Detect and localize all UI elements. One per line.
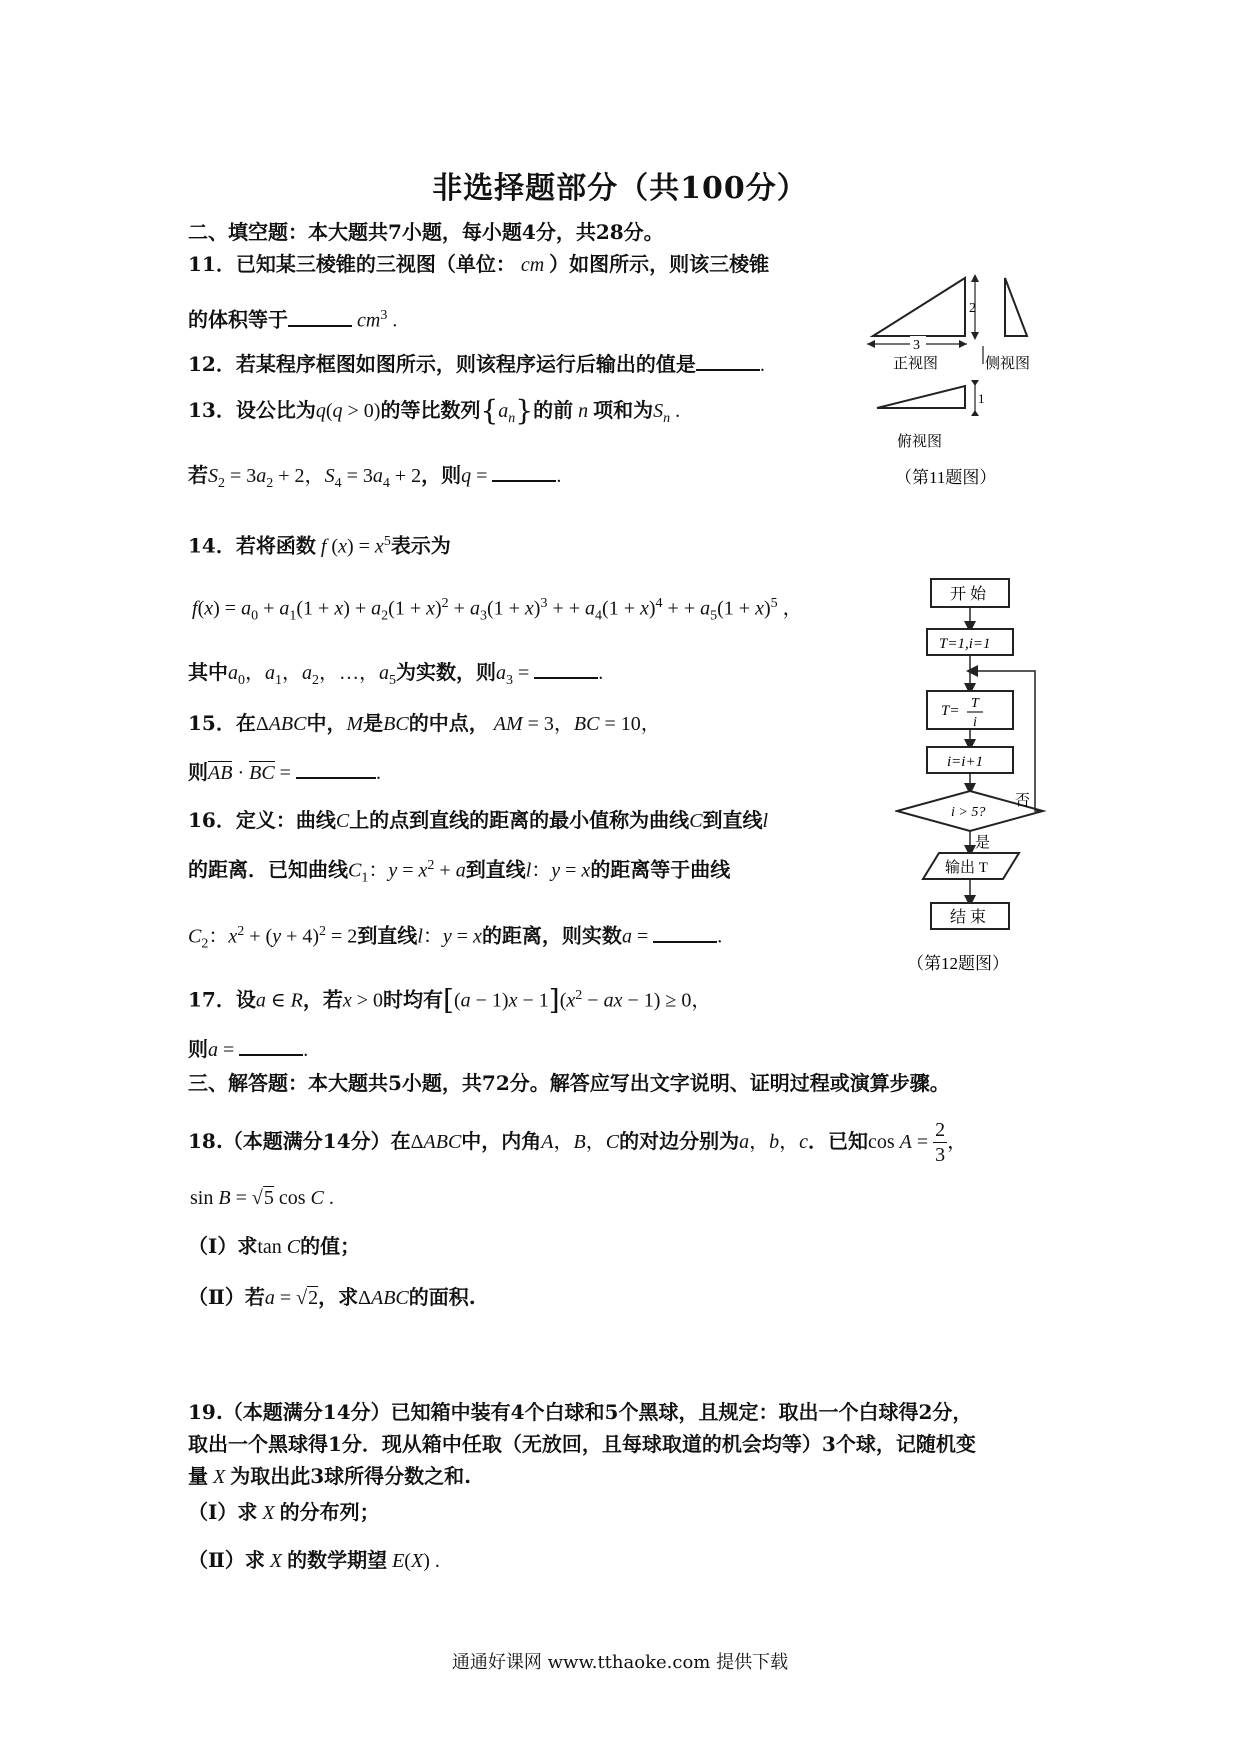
q13-text-2: 的等比数列 bbox=[380, 398, 481, 422]
q16-text-4: 的距离．已知曲线 bbox=[188, 857, 348, 882]
q19-part2a: （Ⅱ）求 bbox=[188, 1548, 265, 1572]
question-18-part-1: （Ⅰ）求tan C的值； bbox=[188, 1234, 361, 1258]
q16-number: 16． bbox=[188, 808, 236, 832]
question-19-line-1: 19.（本题满分14分）已知箱中装有4个白球和5个黑球，且规定：取出一个白球得2分， bbox=[188, 1400, 973, 1424]
q15-text-3: 是 bbox=[363, 711, 384, 735]
assign-denominator: i bbox=[973, 715, 977, 730]
arrow-right-icon bbox=[959, 340, 967, 348]
section-3-header: 三、解答题：本大题共5小题，共72分。解答应写出文字说明、证明过程或演算步骤。 bbox=[188, 1071, 950, 1095]
q17-text-2: ，若 bbox=[302, 987, 343, 1012]
question-19-line-3: 量 X 为取出此3球所得分数之和. bbox=[188, 1464, 472, 1488]
q17-number: 17． bbox=[188, 987, 236, 1012]
question-18-part-2: （Ⅱ）若a = √2，求ΔABC的面积. bbox=[188, 1285, 476, 1309]
q17-text-3: 时均有 bbox=[383, 987, 444, 1012]
q15-then: 则 bbox=[188, 760, 208, 784]
arrow-up-icon bbox=[971, 274, 979, 282]
q16-text: 定义：曲线 bbox=[235, 808, 336, 832]
question-11: 11．已知某三棱锥的三视图（单位： cm ）如图所示，则该三棱锥 bbox=[188, 252, 770, 276]
q11-text-3: 的体积等于 bbox=[188, 307, 288, 332]
q13-number: 13． bbox=[188, 398, 236, 422]
q18-text-3: ．已知 bbox=[807, 1129, 868, 1153]
q12-text: 若某程序框图如图所示，则该程序运行后输出的值是 bbox=[235, 352, 696, 376]
condition-label: i > 5? bbox=[951, 805, 986, 820]
question-13-cont: 若$S_2 = 3a_2 + 2$，$S_4 = 3a_4 + 2$，则q = . bbox=[188, 460, 561, 498]
dim-width-label: 3 bbox=[913, 338, 920, 353]
q13-text-4: 项和为 bbox=[593, 398, 654, 422]
q16-text-3: 到直线 bbox=[702, 808, 763, 832]
q11-text: 已知某三棱锥的三视图（单位： bbox=[235, 252, 516, 276]
q15-text-2: 中， bbox=[306, 711, 347, 735]
dim-height-label: 2 bbox=[969, 301, 976, 316]
answer-blank-17[interactable] bbox=[239, 1034, 303, 1056]
question-18-given: sin B = √5 cos C . bbox=[190, 1187, 334, 1209]
answer-blank-11[interactable] bbox=[288, 305, 352, 327]
question-12: 12．若某程序框图如图所示，则该程序运行后输出的值是 . bbox=[188, 349, 765, 379]
q16-text-6: 的距离等于曲线 bbox=[590, 857, 731, 882]
question-15: 15．在ΔABC中，M是BC的中点， AM = 3，BC = 10， bbox=[188, 711, 661, 735]
question-13: 13．设公比为q(q > 0)的等比数列$\{a_n\}$的前 n 项和为$S_n$ . bbox=[188, 394, 681, 427]
q18-part1b: 的值； bbox=[300, 1234, 361, 1258]
figure-11-caption: （第11题图） bbox=[895, 468, 997, 487]
q18-part1: （Ⅰ）求 bbox=[188, 1234, 258, 1258]
figure-12-flowchart bbox=[895, 575, 1075, 995]
q15-text: 在 bbox=[235, 711, 256, 735]
q16-text-8: 的距离，则实数 bbox=[481, 923, 622, 948]
assign-box bbox=[927, 691, 1013, 729]
q17-then: 则 bbox=[188, 1037, 208, 1061]
figure-11-three-views bbox=[855, 268, 1055, 508]
q18-text: 中，内角 bbox=[461, 1129, 542, 1153]
q15-text-4: 的中点， bbox=[408, 711, 489, 735]
question-18: 18.（本题满分14分）在ΔABC中，内角A，B，C的对边分别为a，b，c．已知cos A = $\frac{2}{3}$ ， bbox=[188, 1119, 968, 1166]
q16-text-2: 上的点到直线的距离的最小值称为曲线 bbox=[349, 808, 690, 832]
q14-where: 其中 bbox=[188, 660, 228, 684]
arrow-down-icon bbox=[971, 332, 979, 340]
figure-12-caption: （第12题图） bbox=[907, 954, 1009, 973]
question-19-part-2: （Ⅱ）求 X 的数学期望 E(X) . bbox=[188, 1548, 440, 1572]
q13-then: ，则 bbox=[421, 463, 462, 487]
q19-part1b: 的分布列； bbox=[279, 1500, 380, 1524]
assign-numerator: T bbox=[971, 696, 979, 711]
question-14-cont: 其中$a_0$，$a_1$，$a_2$，…，$a_5$为实数，则$a_3$ = . bbox=[188, 657, 603, 695]
question-11-cont: 的体积等于 $cm^3$ . bbox=[188, 302, 397, 335]
q13-text: 设公比为 bbox=[235, 398, 316, 422]
q13-if: 若 bbox=[188, 463, 208, 487]
top-view-triangle bbox=[877, 386, 965, 408]
output-label: 输出 T bbox=[945, 860, 988, 876]
q16-text-5: 到直线 bbox=[465, 857, 526, 882]
question-14-formula: $f(x) = a_0 + a_1(1 + x) + a_2(1 + x)^2 + a_3(1 + x)^3$ + + $a_4(1 + x)^4$ + + $a_5(1 + x)^5$ ， bbox=[192, 596, 803, 624]
q19-line3a: 量 bbox=[188, 1464, 208, 1488]
arrow-left-icon bbox=[867, 340, 875, 348]
q17-text: 设 bbox=[235, 987, 256, 1012]
q12-number: 12． bbox=[188, 352, 236, 376]
question-16-cont-2: $C_2$：$x^2 + (y + 4)^2 = 2$到直线l：y = x的距离，则实数a = . bbox=[188, 918, 722, 959]
page-title: 非选择题部分（共100分） bbox=[432, 171, 808, 206]
footer: 通通好课网 www.tthaoke.com 提供下载 bbox=[451, 1652, 789, 1673]
q11-number: 11． bbox=[188, 252, 236, 276]
side-view-label: 侧视图 bbox=[985, 356, 1031, 372]
section-2-header: 二、填空题：本大题共7小题，每小题4分，共28分。 bbox=[188, 220, 664, 244]
q14-number: 14． bbox=[188, 533, 236, 558]
q14-text: 若将函数 bbox=[235, 533, 316, 558]
init-label: T=1,i=1 bbox=[939, 636, 991, 652]
q18-text-2: 的对边分别为 bbox=[619, 1129, 740, 1153]
side-view-triangle bbox=[1005, 278, 1027, 336]
q14-real: 为实数，则 bbox=[396, 660, 496, 684]
no-label: 否 bbox=[1015, 793, 1031, 809]
front-view-triangle bbox=[873, 278, 965, 336]
top-view-label: 俯视图 bbox=[897, 434, 943, 450]
question-19-line-2: 取出一个黑球得1分．现从箱中任取（无放回，且每球取道的机会均等）3个球，记随机变 bbox=[188, 1432, 976, 1456]
q18-part2b: ，求 bbox=[318, 1285, 359, 1309]
q14-text-2: 表示为 bbox=[390, 533, 451, 558]
increment-label: i=i+1 bbox=[947, 754, 984, 770]
question-17-cont: 则a = . bbox=[188, 1034, 308, 1064]
question-19-part-1: （Ⅰ）求 X 的分布列； bbox=[188, 1500, 380, 1524]
yes-label: 是 bbox=[975, 835, 991, 851]
answer-blank-13[interactable] bbox=[492, 460, 556, 482]
q18-part2c: 的面积. bbox=[408, 1285, 476, 1309]
question-14: 14．若将函数 f $(x) = x^5$表示为 bbox=[188, 533, 451, 558]
answer-blank-16[interactable] bbox=[653, 921, 717, 943]
q15-number: 15． bbox=[188, 711, 236, 735]
dim-thickness-label: 1 bbox=[978, 391, 985, 406]
q16-text-7: 到直线 bbox=[357, 923, 418, 948]
q18-head: 18.（本题满分14分）在 bbox=[188, 1129, 411, 1153]
answer-blank-14[interactable] bbox=[534, 657, 598, 679]
start-label: 开 始 bbox=[950, 586, 987, 603]
question-15-cont: 则AB · BC = . bbox=[188, 757, 381, 787]
answer-blank-15[interactable] bbox=[296, 757, 376, 779]
question-16: 16．定义：曲线C上的点到直线的距离的最小值称为曲线C到直线l bbox=[188, 808, 769, 832]
assign-label: T= bbox=[941, 703, 960, 719]
q19-part2b: 的数学期望 bbox=[287, 1548, 388, 1572]
q13-text-3: 的前 bbox=[533, 398, 574, 422]
question-16-cont: 的距离．已知曲线$C_1$：$y = x^2 + a$到直线l：y = x的距离等于曲线 bbox=[188, 857, 731, 886]
q19-line3b: 为取出此3球所得分数之和. bbox=[230, 1464, 472, 1488]
end-label: 结 束 bbox=[950, 909, 987, 926]
q11-text-2: ）如图所示，则该三棱锥 bbox=[549, 252, 770, 276]
front-view-label: 正视图 bbox=[893, 356, 939, 372]
q19-part1a: （Ⅰ）求 bbox=[188, 1500, 258, 1524]
answer-blank-12[interactable] bbox=[696, 349, 760, 371]
question-17: 17．设a ∈ R，若x > 0时均有$[(a - 1)x - 1](x^2$ − ax − 1) ≥ 0， bbox=[188, 983, 712, 1017]
q18-part2: （Ⅱ）若 bbox=[188, 1285, 265, 1309]
